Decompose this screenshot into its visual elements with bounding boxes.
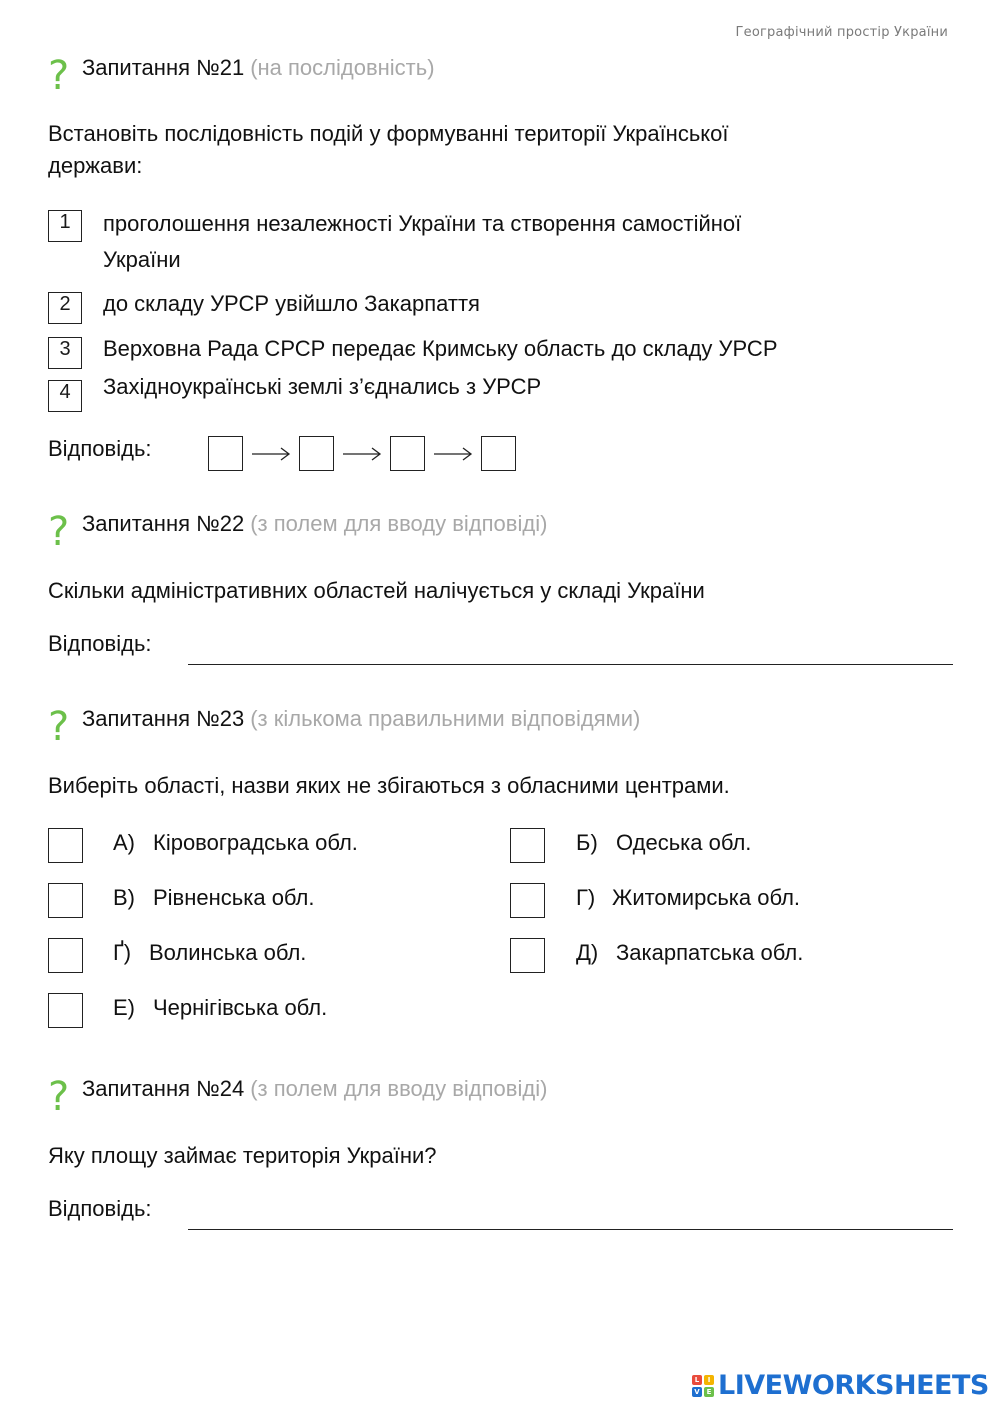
question-23-text: Виберіть області, назви яких не збігаються з обласними центрами. [48,773,730,798]
sequence-answer-box-2[interactable] [299,436,334,471]
logo-block: L [692,1375,702,1385]
option-text: Одеська обл. [616,830,752,855]
question-24-type: (з полем для вводу відповіді) [250,1076,548,1101]
sequence-item-text: Західноукраїнські землі з’єднались з УРСР [103,374,542,399]
sequence-item-2 [48,291,480,324]
option-checkbox[interactable] [510,938,545,973]
sequence-number-box: 4 [48,380,82,412]
option-letter: В) [113,885,135,910]
option-h [510,883,910,919]
option-checkbox[interactable] [48,993,83,1028]
question-mark-icon: ? [48,1074,70,1120]
question-21-title: Запитання №21 [82,55,245,80]
option-letter: Б) [576,830,598,855]
logo-block: I [704,1375,714,1385]
sequence-item-text: Верховна Рада СРСР передає Кримську область до складу УРСР [103,336,778,361]
sequence-number-box: 3 [48,337,82,369]
option-text: Житомирська обл. [612,885,801,910]
option-letter: Ґ) [113,940,132,965]
option-letter: Д) [576,940,599,965]
question-mark-icon: ? [48,509,70,555]
sequence-item-text: до складу УРСР увійшло Закарпаття [103,291,480,316]
sequence-answer-box-1[interactable] [208,436,243,471]
option-g [48,938,448,974]
answer-label: Відповідь: [48,1196,152,1221]
question-mark-icon: ? [48,704,70,750]
arrow-right-icon [425,436,481,471]
option-text: Чернігівська обл. [153,995,328,1020]
question-21-type: (на послідовність) [250,55,435,80]
logo-block: V [692,1387,702,1397]
option-ye [48,993,448,1029]
question-23-type: (з кількома правильними відповідями) [250,706,641,731]
question-24-header [48,1073,548,1120]
sequence-answer-box-4[interactable] [481,436,516,471]
sequence-item-4 [48,374,542,412]
option-checkbox[interactable] [48,883,83,918]
answer-input-line[interactable] [188,1229,953,1230]
option-text: Кіровоградська обл. [153,830,358,855]
option-letter: А) [113,830,135,855]
arrow-right-icon [334,436,390,471]
question-22-text: Скільки адміністративних областей налічується у складі України [48,578,705,603]
answer-label: Відповідь: [48,436,152,461]
option-text: Закарпатська обл. [616,940,804,965]
option-v [48,883,448,919]
sequence-item-1 [48,210,742,272]
option-checkbox[interactable] [48,828,83,863]
sequence-answer-box-3[interactable] [390,436,425,471]
option-checkbox[interactable] [510,883,545,918]
sequence-number-box: 1 [48,210,82,242]
option-d [510,938,910,974]
question-22-title: Запитання №22 [82,511,245,536]
question-24-text: Яку площу займає територія України? [48,1143,437,1168]
option-a [48,828,448,864]
logo-blocks-icon [692,1375,714,1397]
option-checkbox[interactable] [510,828,545,863]
liveworksheets-logo [692,1370,989,1401]
logo-text: LIVEWORKSHEETS [718,1370,989,1401]
question-24-title: Запитання №24 [82,1076,245,1101]
logo-block: E [704,1387,714,1397]
question-22-type: (з полем для вводу відповіді) [250,511,548,536]
question-23-title: Запитання №23 [82,706,245,731]
question-23-header [48,703,641,750]
sequence-item-3 [48,336,778,369]
sequence-item-text: проголошення незалежності України та створення самостійної України [103,211,742,272]
sequence-number-box: 2 [48,292,82,324]
option-text: Рівненська обл. [153,885,315,910]
question-mark-icon: ? [48,53,70,99]
arrow-right-icon [243,436,299,471]
question-21-text: Встановіть послідовність подій у формуванні території Української держави: [48,121,729,178]
sequence-answer-row [208,436,516,471]
question-22-header [48,508,548,555]
option-letter: Е) [113,995,135,1020]
option-letter: Г) [576,885,596,910]
answer-label: Відповідь: [48,631,152,656]
page-header: Географічний простір України [735,25,948,40]
question-21-header [48,52,435,99]
answer-input-line[interactable] [188,664,953,665]
option-checkbox[interactable] [48,938,83,973]
option-text: Волинська обл. [149,940,307,965]
option-b [510,828,910,864]
